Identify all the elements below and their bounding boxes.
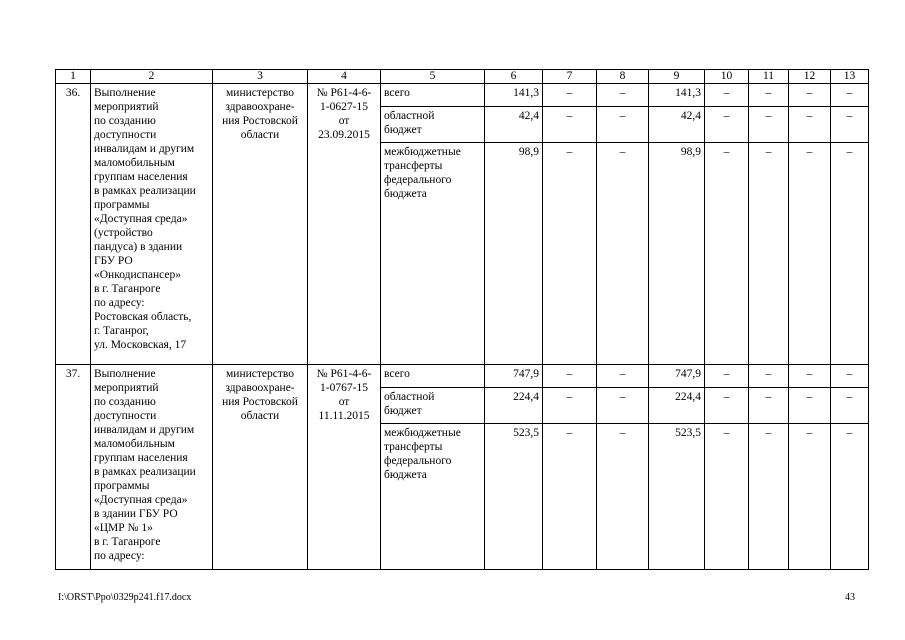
header-cell: 10 <box>705 70 749 84</box>
header-cell: 11 <box>749 70 789 84</box>
value-cell: – <box>831 84 869 107</box>
value-cell: – <box>789 424 831 570</box>
header-cell: 4 <box>308 70 381 84</box>
header-cell: 9 <box>649 70 705 84</box>
value-cell: – <box>705 143 749 365</box>
header-cell: 3 <box>213 70 308 84</box>
value-cell: – <box>749 424 789 570</box>
value-cell: – <box>705 424 749 570</box>
value-cell: – <box>789 107 831 143</box>
value-cell: 42,4 <box>649 107 705 143</box>
value-cell: 141,3 <box>649 84 705 107</box>
value-cell: – <box>831 143 869 365</box>
header-cell: 8 <box>597 70 649 84</box>
value-cell: 747,9 <box>649 365 705 388</box>
sub-label: всего <box>381 365 485 388</box>
value-cell: 523,5 <box>649 424 705 570</box>
row-number: 37. <box>56 365 91 570</box>
value-cell: 98,9 <box>485 143 543 365</box>
header-cell: 2 <box>91 70 213 84</box>
sub-label: межбюджетные трансферты федерального бюджета <box>381 143 485 365</box>
sub-label: межбюджетные трансферты федерального бюджета <box>381 424 485 570</box>
value-cell: – <box>831 388 869 424</box>
sub-label: областной бюджет <box>381 107 485 143</box>
row-name: Выполнение мероприятий по созданию доступности инвалидам и другим маломобильным группам населения в рамках реализации программы «Доступная среда» (устройство пандуса) в здании ГБУ РО «Онкодиспансер» в г. Таганроге по адресу: Ростовская область, г. Таганрог, ул. Московская, 17 <box>91 84 213 365</box>
value-cell: – <box>597 143 649 365</box>
value-cell: – <box>749 84 789 107</box>
header-row <box>56 70 869 84</box>
header-cell: 1 <box>56 70 91 84</box>
value-cell: – <box>749 107 789 143</box>
table-row <box>56 84 869 107</box>
row-ministry: министерство здравоохране- ния Ростовской области <box>213 84 308 365</box>
header-cell: 7 <box>543 70 597 84</box>
value-cell: 141,3 <box>485 84 543 107</box>
value-cell: – <box>705 365 749 388</box>
value-cell: – <box>543 424 597 570</box>
value-cell: – <box>597 107 649 143</box>
footer-page-number: 43 <box>845 592 855 603</box>
row-document: № Р61-4-6- 1-0627-15 от 23.09.2015 <box>308 84 381 365</box>
value-cell: – <box>543 365 597 388</box>
value-cell: – <box>543 388 597 424</box>
sub-label: областной бюджет <box>381 388 485 424</box>
value-cell: – <box>543 107 597 143</box>
value-cell: – <box>749 388 789 424</box>
value-cell: – <box>789 388 831 424</box>
value-cell: 42,4 <box>485 107 543 143</box>
value-cell: 224,4 <box>485 388 543 424</box>
row-ministry: министерство здравоохране- ния Ростовской области <box>213 365 308 570</box>
table-row <box>56 365 869 388</box>
row-name: Выполнение мероприятий по созданию доступности инвалидам и другим маломобильным группам населения в рамках реализации программы «Доступная среда» в здании ГБУ РО «ЦМР № 1» в г. Таганроге по адресу: <box>91 365 213 570</box>
header-cell: 5 <box>381 70 485 84</box>
value-cell: 224,4 <box>649 388 705 424</box>
header-cell: 6 <box>485 70 543 84</box>
row-document: № Р61-4-6- 1-0767-15 от 11.11.2015 <box>308 365 381 570</box>
value-cell: – <box>705 388 749 424</box>
value-cell: – <box>789 143 831 365</box>
value-cell: – <box>597 365 649 388</box>
value-cell: – <box>831 365 869 388</box>
value-cell: – <box>789 84 831 107</box>
sub-label: всего <box>381 84 485 107</box>
row-number: 36. <box>56 84 91 365</box>
value-cell: – <box>749 365 789 388</box>
value-cell: – <box>597 84 649 107</box>
value-cell: – <box>597 388 649 424</box>
value-cell: – <box>831 107 869 143</box>
header-cell: 13 <box>831 70 869 84</box>
value-cell: – <box>831 424 869 570</box>
value-cell: – <box>597 424 649 570</box>
value-cell: – <box>543 143 597 365</box>
value-cell: 98,9 <box>649 143 705 365</box>
value-cell: – <box>789 365 831 388</box>
value-cell: 747,9 <box>485 365 543 388</box>
value-cell: – <box>705 107 749 143</box>
value-cell: – <box>749 143 789 365</box>
header-cell: 12 <box>789 70 831 84</box>
footer-file-path: I:\ORST\Ppo\0329p241.f17.docx <box>58 592 192 603</box>
value-cell: – <box>543 84 597 107</box>
value-cell: – <box>705 84 749 107</box>
document-table <box>55 69 869 570</box>
value-cell: 523,5 <box>485 424 543 570</box>
